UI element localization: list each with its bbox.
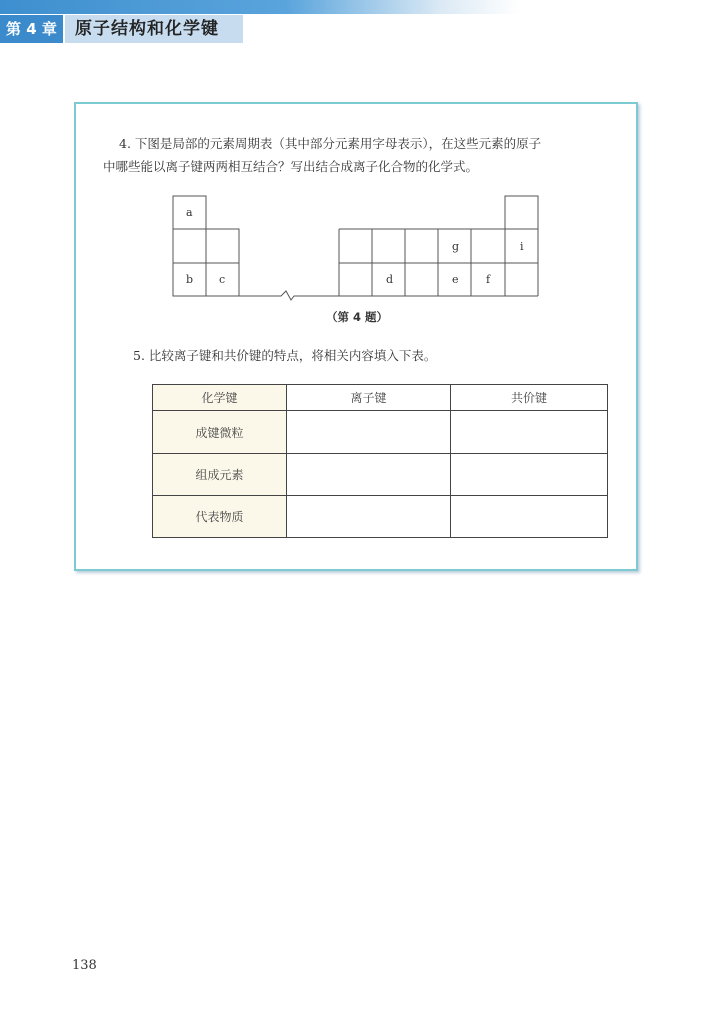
chapter-label: 第 4 章 <box>0 15 63 43</box>
table-row <box>153 411 608 454</box>
element-e: e <box>452 273 459 286</box>
answer-cell[interactable] <box>287 496 451 538</box>
chapter-title: 原子结构和化学键 <box>65 15 243 43</box>
answer-cell[interactable] <box>287 411 451 454</box>
row-label: 组成元素 <box>153 454 287 496</box>
element-g: g <box>452 240 460 253</box>
row-label: 代表物质 <box>153 496 287 538</box>
element-b: b <box>186 273 194 286</box>
element-a: a <box>186 206 193 219</box>
page-number: 138 <box>72 958 97 973</box>
periodic-table-diagram <box>0 0 714 320</box>
table-row <box>153 496 608 538</box>
element-i: i <box>520 240 524 253</box>
answer-cell[interactable] <box>287 454 451 496</box>
element-f: f <box>486 273 491 286</box>
row-label: 成键微粒 <box>153 411 287 454</box>
header-cell: 离子键 <box>287 385 451 411</box>
question-4-line-2: 中哪些能以离子键两两相互结合？写出结合成离子化合物的化学式。 <box>103 159 479 174</box>
question-4-line-1: 4. 下图是局部的元素周期表（其中部分元素用字母表示），在这些元素的原子 <box>119 136 542 151</box>
element-c: c <box>219 273 226 286</box>
answer-cell[interactable] <box>451 496 608 538</box>
table-row <box>153 454 608 496</box>
question-5-text: 5. 比较离子键和共价键的特点，将相关内容填入下表。 <box>133 348 437 363</box>
figure-caption: （第 4 题） <box>325 310 388 324</box>
header-cell: 共价键 <box>451 385 608 411</box>
answer-cell[interactable] <box>451 454 608 496</box>
header-cell: 化学键 <box>153 385 287 411</box>
bond-comparison-table <box>152 384 608 538</box>
answer-cell[interactable] <box>451 411 608 454</box>
element-d: d <box>386 273 394 286</box>
table-header-row <box>153 385 608 411</box>
